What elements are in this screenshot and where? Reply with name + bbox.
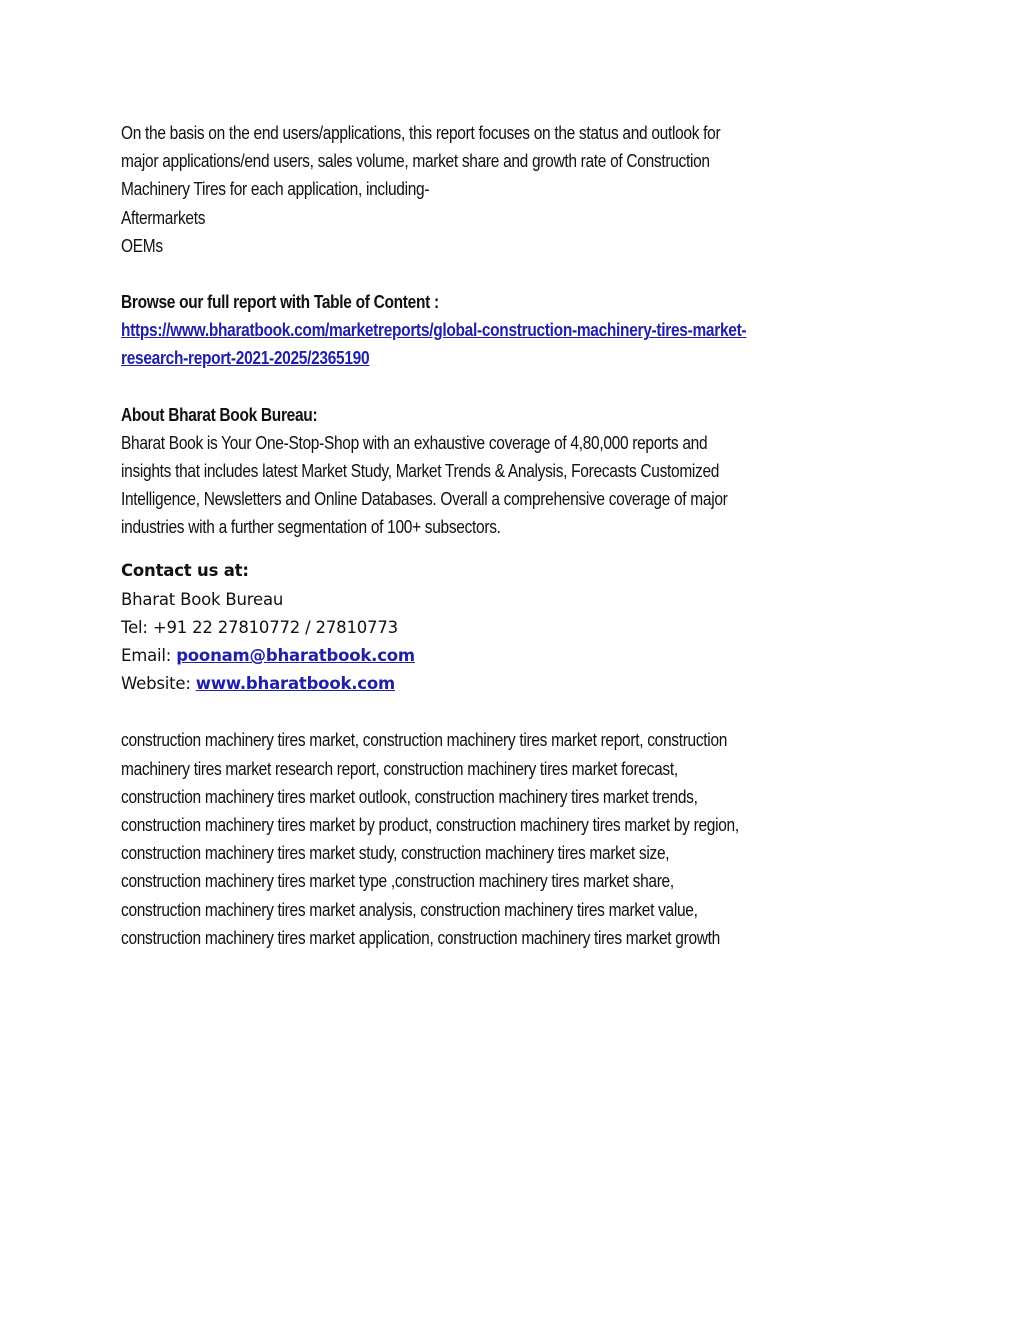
report-link-line-2[interactable]: research-report-2021-2025/2365190 (121, 348, 370, 369)
browse-heading: Browse our full report with Table of Content : (121, 291, 439, 312)
contact-tel: Tel: +91 22 27810772 / 27810773 (121, 617, 398, 637)
website-link[interactable]: www.bharatbook.com (195, 674, 396, 694)
applications-section (121, 119, 921, 260)
applications-line: Machinery Tires for each application, including- (121, 179, 430, 200)
application-item-aftermarkets: Aftermarkets (121, 207, 206, 228)
keywords-line: construction machinery tires market analysis, construction machinery tires market value, (121, 899, 698, 920)
website-label: Website: (121, 674, 196, 694)
about-section (121, 401, 921, 542)
applications-line: major applications/end users, sales volume, market share and growth rate of Construction (121, 151, 710, 172)
email-link[interactable]: poonam@bharatbook.com (176, 646, 415, 665)
keywords-line: construction machinery tires market application, construction machinery tires market growth (121, 927, 720, 948)
keywords-line: machinery tires market research report, construction machinery tires market forecast, (121, 758, 678, 779)
about-line: insights that includes latest Market Study, Market Trends & Analysis, Forecasts Customized (121, 460, 720, 481)
applications-line: On the basis on the end users/applications, this report focuses on the status and outlook for (121, 123, 721, 143)
keywords-line: construction machinery tires market study, construction machinery tires market size, (121, 843, 670, 864)
keywords-line: construction machinery tires market outlook, construction machinery tires market trends, (121, 786, 698, 807)
email-label: Email: (121, 646, 177, 665)
about-line: Bharat Book is Your One-Stop-Shop with an exhaustive coverage of 4,80,000 reports and (121, 432, 708, 453)
document-page (121, 119, 921, 952)
contact-website-row (121, 670, 921, 698)
keywords-line: construction machinery tires market by product, construction machinery tires market by region, (121, 814, 739, 835)
report-link-line-1[interactable]: https://www.bharatbook.com/marketreports/global-construction-machinery-tires-market- (121, 320, 747, 341)
contact-email-row (121, 642, 921, 670)
keywords-line: construction machinery tires market, construction machinery tires market report, construction (121, 730, 728, 751)
keywords-line: construction machinery tires market type ,construction machinery tires market share, (121, 871, 674, 892)
contact-heading: Contact us at: (121, 561, 249, 581)
contact-company: Bharat Book Bureau (121, 589, 284, 609)
about-line: Intelligence, Newsletters and Online Databases. Overall a comprehensive coverage of major (121, 489, 728, 510)
application-item-oems: OEMs (121, 235, 163, 256)
contact-section (121, 557, 921, 698)
about-line: industries with a further segmentation of 100+ subsectors. (121, 517, 501, 538)
browse-section (121, 288, 921, 373)
about-heading: About Bharat Book Bureau: (121, 404, 318, 425)
keywords-section (121, 726, 921, 952)
